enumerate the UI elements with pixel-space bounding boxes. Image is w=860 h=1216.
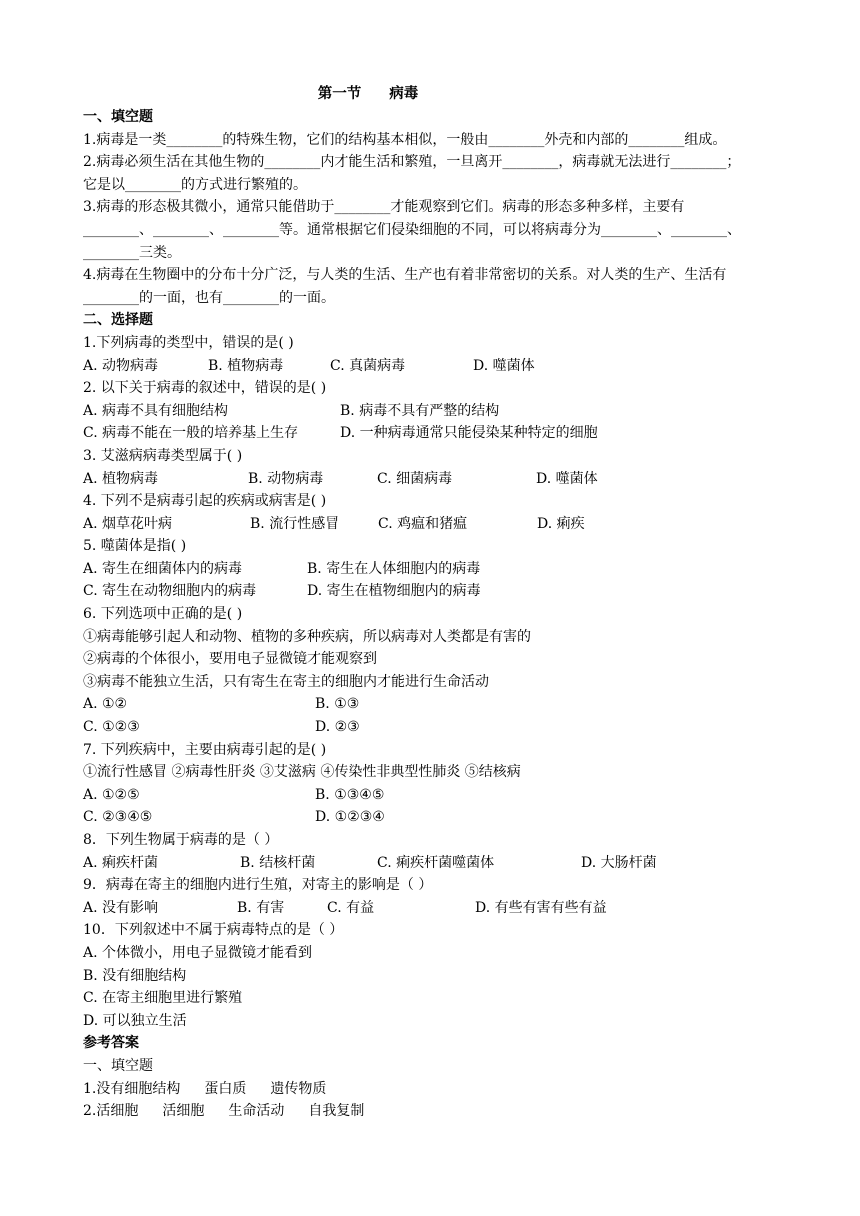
option-a: A. 没有影响	[83, 899, 159, 916]
choice-question-5-options-row-1	[83, 558, 783, 581]
option-d: D. 可以独立生活	[83, 1012, 187, 1029]
option-c: C. ②③④⑤	[83, 809, 153, 826]
option-c: C. 病毒不能在一般的培养基上生存	[83, 425, 299, 442]
option-c: C. 痢疾杆菌噬菌体	[377, 854, 495, 871]
choice-question-7-stem: 7. 下列疾病中，主要由病毒引起的是( )	[83, 741, 327, 758]
choice-question-3-options	[83, 468, 783, 491]
option-d: D. 噬菌体	[536, 470, 598, 487]
option-c: C. 真菌病毒	[330, 357, 406, 374]
fill-question-1: 1.病毒是一类________的特殊生物，它们的结构基本相似，一般由________外壳和内部的________组成。	[83, 131, 727, 148]
option-d: D. 一种病毒通常只能侵染某种特定的细胞	[340, 425, 598, 442]
option-c: C. 有益	[327, 899, 375, 916]
answer-2-part-4: 自我复制	[308, 1103, 365, 1120]
answer-2-part-2: 活细胞	[162, 1103, 205, 1120]
option-a: A. 病毒不具有细胞结构	[83, 402, 229, 419]
choice-question-6-options-row-1	[83, 693, 783, 716]
choice-question-2-options-row-1	[83, 400, 783, 423]
answer-2	[83, 1100, 783, 1123]
option-a: A. 烟草花叶病	[83, 515, 173, 532]
choice-question-8-options	[83, 852, 783, 875]
fill-question-3-line-3: ________三类。	[83, 244, 181, 261]
fill-question-4-line-2: ________的一面，也有________的一面。	[83, 289, 335, 306]
option-a: A. 个体微小，用电子显微镜才能看到	[83, 944, 313, 961]
option-d: D. ②③	[315, 719, 360, 736]
choice-question-1-stem: 1.下列病毒的类型中，错误的是( )	[83, 334, 294, 351]
section-heading-fill-blank: 一、填空题	[83, 109, 153, 125]
option-b: B. 动物病毒	[248, 470, 324, 487]
option-b: B. ①③④⑤	[315, 786, 385, 803]
section-heading-choice: 二、选择题	[83, 312, 153, 329]
statement-1: ①病毒能够引起人和动物、植物的多种疾病，所以病毒对人类都是有害的	[83, 628, 531, 645]
option-d: D. ①②③④	[315, 809, 385, 826]
choice-question-5-stem: 5. 噬菌体是指( )	[83, 538, 187, 555]
answer-2-part-3: 生命活动	[228, 1103, 285, 1120]
option-c: C. 细菌病毒	[377, 470, 453, 487]
choice-question-4-stem: 4. 下列不是病毒引起的疾病或病害是( )	[83, 493, 327, 510]
choice-question-6-stem: 6. 下列选项中正确的是( )	[83, 606, 243, 623]
choice-question-10-stem: 10．下列叙述中不属于病毒特点的是（ ）	[83, 922, 344, 939]
answer-2-part-1: 2.活细胞	[83, 1103, 139, 1120]
fill-question-3-line-1: 3.病毒的形态极其微小，通常只能借助于________才能观察到它们。病毒的形态多种多样，主要有	[83, 199, 685, 216]
option-b: B. ①③	[315, 696, 360, 713]
option-c: C. 寄生在动物细胞内的病毒	[83, 583, 257, 600]
answers-heading: 参考答案	[83, 1035, 139, 1052]
fill-question-4-line-1: 4.病毒在生物圈中的分布十分广泛，与人类的生活、生产也有着非常密切的关系。对人类的生产、生活有	[83, 267, 727, 284]
option-b: B. 植物病毒	[208, 357, 284, 374]
option-d: D. 大肠杆菌	[581, 854, 657, 871]
answer-1-part-1: 1.没有细胞结构	[83, 1080, 181, 1097]
title-topic: 病毒	[389, 85, 419, 102]
answer-1-part-2: 蛋白质	[204, 1080, 247, 1097]
choice-question-7-options-row-2	[83, 806, 783, 829]
option-b: B. 流行性感冒	[250, 515, 340, 532]
disease-list: ①流行性感冒 ②病毒性肝炎 ③艾滋病 ④传染性非典型性肺炎 ⑤结核病	[83, 764, 521, 781]
choice-question-5-options-row-2	[83, 580, 783, 603]
option-b: B. 有害	[237, 899, 285, 916]
choice-question-3-stem: 3. 艾滋病病毒类型属于( )	[83, 447, 243, 464]
choice-question-7-options-row-1	[83, 784, 783, 807]
option-b: B. 寄生在人体细胞内的病毒	[307, 560, 481, 577]
option-a: A. ①②	[83, 696, 128, 713]
choice-question-9-options	[83, 897, 783, 920]
option-d: D. 噬菌体	[473, 357, 535, 374]
option-d: D. 有些有害有些有益	[475, 899, 607, 916]
option-d: D. 痢疾	[537, 515, 585, 532]
document-page	[83, 82, 783, 1123]
choice-question-1-options	[83, 355, 783, 378]
statement-3: ③病毒不能独立生活，只有寄生在寄主的细胞内才能进行生命活动	[83, 673, 489, 690]
option-a: A. 寄生在细菌体内的病毒	[83, 560, 243, 577]
option-b: B. 结核杆菌	[240, 854, 316, 871]
fill-question-2-line-1: 2.病毒必须生活在其他生物的________内才能生活和繁殖，一旦离开________，病毒就无法进行________；	[83, 154, 741, 171]
option-c: C. ①②③	[83, 719, 140, 736]
option-c: C. 在寄主细胞里进行繁殖	[83, 990, 243, 1007]
option-c: C. 鸡瘟和猪瘟	[378, 515, 468, 532]
option-d: D. 寄生在植物细胞内的病毒	[307, 583, 481, 600]
option-a: A. 痢疾杆菌	[83, 854, 159, 871]
choice-question-4-options	[83, 513, 783, 536]
answer-1	[83, 1078, 783, 1101]
title-chapter: 第一节	[317, 85, 362, 102]
option-a: A. 动物病毒	[83, 357, 159, 374]
choice-question-8-stem: 8．下列生物属于病毒的是（ ）	[83, 832, 279, 848]
choice-question-2-options-row-2	[83, 422, 783, 445]
option-a: A. 植物病毒	[83, 470, 159, 487]
option-a: A. ①②⑤	[83, 786, 140, 803]
choice-question-9-stem: 9．病毒在寄主的细胞内进行生殖，对寄主的影响是（ ）	[83, 877, 433, 894]
answers-subheading: 一、填空题	[83, 1057, 153, 1074]
statement-2: ②病毒的个体很小，要用电子显微镜才能观察到	[83, 651, 377, 668]
answer-1-part-3: 遗传物质	[270, 1080, 327, 1097]
page-title	[83, 82, 783, 106]
fill-question-3-line-2: ________、________、________等。通常根据它们侵染细胞的不同，可以将病毒分为________、________、	[83, 221, 741, 238]
option-b: B. 病毒不具有严整的结构	[340, 402, 500, 419]
fill-question-2-line-2: 它是以________的方式进行繁殖的。	[83, 176, 307, 193]
choice-question-2-stem: 2. 以下关于病毒的叙述中，错误的是( )	[83, 380, 327, 397]
choice-question-6-options-row-2	[83, 716, 783, 739]
option-b: B. 没有细胞结构	[83, 967, 187, 984]
